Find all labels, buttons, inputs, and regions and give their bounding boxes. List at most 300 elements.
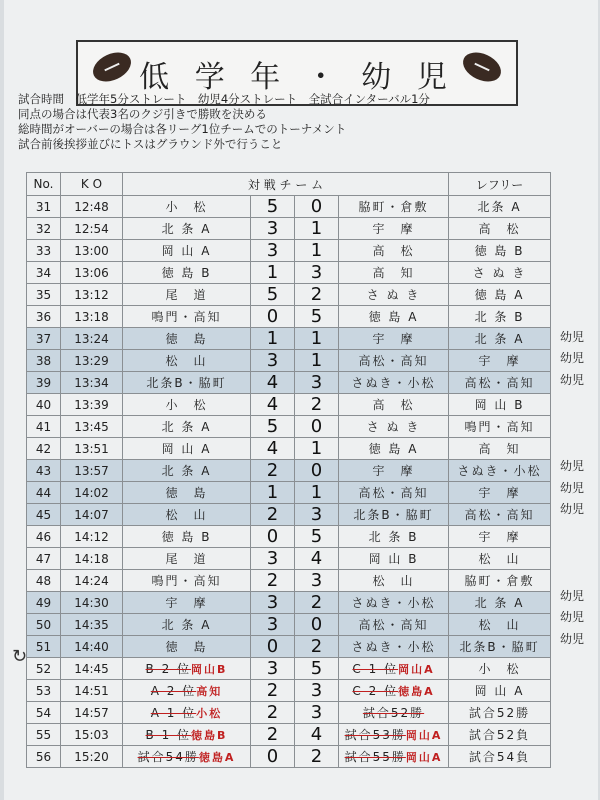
match-number [27, 372, 61, 394]
team2-text: 高松・高知 [358, 618, 429, 632]
table-row [27, 372, 551, 394]
score2-text: 0 [310, 416, 323, 437]
score2-text: 2 [310, 284, 323, 305]
match-number [27, 614, 61, 636]
score1-text: 4 [266, 438, 279, 459]
division-tag: 幼児 [560, 588, 585, 603]
score1 [251, 438, 295, 460]
table-row [27, 548, 551, 570]
referee [449, 196, 551, 218]
team2-text: 脇町・倉敷 [358, 200, 429, 214]
table-row [27, 592, 551, 614]
kickoff-time [61, 372, 123, 394]
match-number [27, 636, 61, 658]
score1 [251, 262, 295, 284]
score1 [251, 482, 295, 504]
table-row [27, 680, 551, 702]
referee [449, 218, 551, 240]
header-ko: K O [61, 173, 123, 196]
schedule-table [26, 172, 551, 768]
handwritten-team: 岡山A [398, 663, 435, 676]
referee [449, 680, 551, 702]
match-number [27, 240, 61, 262]
referee-text: 高松・高知 [464, 376, 535, 390]
team2-text: 試合55勝 [344, 750, 406, 764]
kickoff-time [61, 526, 123, 548]
team2 [339, 504, 449, 526]
score1-text: 3 [266, 218, 279, 239]
referee [449, 372, 551, 394]
handwritten-team: 徳島A [398, 685, 435, 698]
table-row [27, 702, 551, 724]
score2-text: 2 [310, 394, 323, 415]
score2 [295, 636, 339, 658]
score1-text: 4 [266, 372, 279, 393]
referee [449, 504, 551, 526]
team1 [123, 680, 251, 702]
referee [449, 350, 551, 372]
team1-text: 鳴門・高知 [151, 574, 222, 588]
match-number-text: 38 [35, 353, 52, 368]
match-number-text: 54 [35, 705, 52, 720]
score2-text: 1 [310, 438, 323, 459]
score2-text: 0 [310, 614, 323, 635]
team1-text: 尾 道 [165, 288, 208, 302]
table-row [27, 746, 551, 768]
team1-text: 徳 島 B [161, 266, 212, 280]
referee [449, 614, 551, 636]
team1 [123, 262, 251, 284]
score1 [251, 306, 295, 328]
score2 [295, 306, 339, 328]
table-row [27, 416, 551, 438]
team2 [339, 702, 449, 724]
match-number-text: 45 [35, 507, 52, 522]
match-number-text: 32 [35, 221, 52, 236]
kickoff-time [61, 504, 123, 526]
referee [449, 724, 551, 746]
kickoff-time [61, 680, 123, 702]
score2-text: 5 [310, 306, 323, 327]
kickoff-time [61, 658, 123, 680]
team1-text: 徳 島 [165, 332, 208, 346]
division-tag: 幼児 [560, 329, 585, 344]
referee-text: 北 条 B [474, 310, 525, 324]
team1-text: 尾 道 [165, 552, 208, 566]
match-number-text: 42 [35, 441, 52, 456]
kickoff-time [61, 284, 123, 306]
score1 [251, 460, 295, 482]
score1-text: 3 [266, 240, 279, 261]
schedule-sheet [4, 0, 598, 800]
kickoff-time [61, 636, 123, 658]
table-row [27, 614, 551, 636]
table-row [27, 350, 551, 372]
team1-text: 徳 島 [165, 640, 208, 654]
team2-text: 北条B・脇町 [353, 508, 434, 522]
score2-text: 2 [310, 592, 323, 613]
team1-text: A 2 位 [150, 684, 197, 698]
handwritten-team: 高知 [196, 685, 223, 698]
team1-text: 鳴門・高知 [151, 310, 222, 324]
team2-text: さぬき・小松 [351, 640, 436, 654]
kickoff-time-text: 14:40 [74, 639, 109, 654]
score1-text: 5 [266, 196, 279, 217]
referee [449, 526, 551, 548]
team1-text: 徳 島 B [161, 530, 212, 544]
score2-text: 2 [310, 746, 323, 767]
team2 [339, 636, 449, 658]
team2-text: 宇 摩 [372, 464, 415, 478]
table-row [27, 636, 551, 658]
note-line: 総時間がオーバーの場合は各リーグ1位チームでのトーナメント [18, 122, 347, 136]
team2 [339, 240, 449, 262]
referee [449, 482, 551, 504]
table-row [27, 284, 551, 306]
match-number-text: 56 [35, 749, 52, 764]
team2 [339, 570, 449, 592]
team1-text: 松 山 [165, 354, 208, 368]
kickoff-time-text: 13:45 [74, 419, 109, 434]
team1 [123, 350, 251, 372]
match-number [27, 196, 61, 218]
team2-text: 試合53勝 [344, 728, 406, 742]
team2 [339, 438, 449, 460]
match-number-text: 51 [35, 639, 52, 654]
match-number [27, 592, 61, 614]
score2 [295, 702, 339, 724]
referee-text: さ ぬ き [472, 266, 527, 280]
kickoff-time-text: 13:51 [74, 441, 109, 456]
page-title: 低 学 年 ・ 幼 児 [139, 60, 455, 95]
team1 [123, 306, 251, 328]
team2 [339, 372, 449, 394]
match-number-text: 37 [35, 331, 52, 346]
score2-text: 2 [310, 636, 323, 657]
score2 [295, 460, 339, 482]
football-icon [458, 47, 505, 87]
score1 [251, 284, 295, 306]
kickoff-time [61, 460, 123, 482]
team2 [339, 746, 449, 768]
score2 [295, 746, 339, 768]
score1 [251, 746, 295, 768]
team2-text: さ ぬ き [366, 420, 421, 434]
team2-text: 高 松 [372, 398, 415, 412]
division-tag: 幼児 [560, 372, 585, 387]
kickoff-time [61, 328, 123, 350]
referee [449, 240, 551, 262]
referee-text: 試合54負 [468, 750, 531, 764]
handwritten-team: 岡山A [405, 751, 443, 764]
team2-text: C 1 位 [352, 662, 399, 676]
team2-text: 宇 摩 [372, 222, 415, 236]
score1-text: 0 [266, 636, 279, 657]
kickoff-time-text: 13:39 [74, 397, 109, 412]
referee-text: 北条 A [477, 200, 522, 214]
score1 [251, 504, 295, 526]
kickoff-time [61, 570, 123, 592]
match-number-text: 31 [35, 199, 52, 214]
team1-text: 小 松 [165, 200, 208, 214]
match-number-text: 40 [35, 397, 52, 412]
score2-text: 5 [310, 526, 323, 547]
score1-text: 1 [266, 482, 279, 503]
kickoff-time [61, 394, 123, 416]
kickoff-time-text: 13:12 [74, 287, 109, 302]
kickoff-time [61, 746, 123, 768]
match-number-text: 53 [35, 683, 52, 698]
team1 [123, 394, 251, 416]
match-number-text: 36 [35, 309, 52, 324]
kickoff-time-text: 13:00 [74, 243, 109, 258]
handwritten-team: 徳島B [191, 729, 228, 742]
team1 [123, 196, 251, 218]
match-number [27, 306, 61, 328]
division-tag: 幼児 [560, 610, 585, 625]
match-number [27, 262, 61, 284]
kickoff-time-text: 14:18 [74, 551, 109, 566]
team1 [123, 482, 251, 504]
score1 [251, 372, 295, 394]
kickoff-time-text: 12:48 [74, 199, 109, 214]
team1 [123, 438, 251, 460]
match-number [27, 460, 61, 482]
kickoff-time [61, 592, 123, 614]
kickoff-time [61, 240, 123, 262]
kickoff-time-text: 12:54 [74, 221, 109, 236]
kickoff-time-text: 13:57 [74, 463, 109, 478]
team1-text: 小 松 [165, 398, 208, 412]
score2-text: 3 [310, 262, 323, 283]
match-number-text: 46 [35, 529, 52, 544]
kickoff-time-text: 14:12 [74, 529, 109, 544]
kickoff-time-text: 14:57 [74, 705, 109, 720]
match-number-text: 55 [35, 727, 52, 742]
table-row [27, 218, 551, 240]
team1-text: 北 条 A [161, 464, 212, 478]
score2 [295, 548, 339, 570]
referee-text: 宇 摩 [478, 486, 521, 500]
referee [449, 328, 551, 350]
match-number [27, 746, 61, 768]
referee-text: 徳 島 B [474, 244, 525, 258]
division-tag: 幼児 [560, 502, 585, 517]
kickoff-time-text: 14:35 [74, 617, 109, 632]
handwritten-team: 岡山A [405, 729, 443, 742]
team1 [123, 746, 251, 768]
score2 [295, 196, 339, 218]
score1-text: 1 [266, 328, 279, 349]
team2 [339, 592, 449, 614]
match-number-text: 47 [35, 551, 52, 566]
match-number [27, 504, 61, 526]
referee-text: 徳 島 A [474, 288, 525, 302]
kickoff-time-text: 14:07 [74, 507, 109, 522]
referee-text: 松 山 [478, 552, 521, 566]
match-number [27, 218, 61, 240]
team1-text: 松 山 [165, 508, 208, 522]
team1-text: A 1 位 [150, 706, 197, 720]
score1-text: 5 [266, 416, 279, 437]
table-header [27, 173, 551, 196]
team2-text: 試合52勝 [362, 706, 425, 720]
team2 [339, 262, 449, 284]
score2 [295, 372, 339, 394]
table-row [27, 240, 551, 262]
referee [449, 636, 551, 658]
score1 [251, 328, 295, 350]
score2 [295, 240, 339, 262]
score1-text: 4 [266, 394, 279, 415]
score2-text: 5 [310, 658, 323, 679]
team1 [123, 460, 251, 482]
kickoff-time [61, 482, 123, 504]
kickoff-time-text: 13:18 [74, 309, 109, 324]
kickoff-time [61, 306, 123, 328]
team2 [339, 306, 449, 328]
kickoff-time-text: 13:24 [74, 331, 109, 346]
referee-text: 小 松 [478, 662, 521, 676]
referee [449, 438, 551, 460]
referee-text: 松 山 [478, 618, 521, 632]
referee-text: 試合52勝 [468, 706, 531, 720]
score2-text: 1 [310, 240, 323, 261]
table-row [27, 328, 551, 350]
team1 [123, 526, 251, 548]
referee-text: 高松・高知 [464, 508, 535, 522]
team1 [123, 328, 251, 350]
score2-text: 1 [310, 218, 323, 239]
handwritten-team: 徳島A [198, 751, 236, 764]
handwritten-team: 小松 [196, 707, 223, 720]
score2-text: 3 [310, 372, 323, 393]
kickoff-time-text: 15:20 [74, 749, 109, 764]
kickoff-time [61, 614, 123, 636]
referee-text: 鳴門・高知 [464, 420, 535, 434]
match-number [27, 328, 61, 350]
score1-text: 0 [266, 306, 279, 327]
kickoff-time-text: 14:02 [74, 485, 109, 500]
team2-text: 高松・高知 [358, 486, 429, 500]
match-number [27, 680, 61, 702]
score2-text: 1 [310, 350, 323, 371]
score1 [251, 570, 295, 592]
note-line: 同点の場合は代表3名のクジ引きで勝敗を決める [18, 107, 267, 121]
score1 [251, 416, 295, 438]
table-row [27, 460, 551, 482]
table-row [27, 394, 551, 416]
score2-text: 3 [310, 680, 323, 701]
kickoff-time [61, 702, 123, 724]
score2 [295, 592, 339, 614]
team2 [339, 350, 449, 372]
kickoff-time [61, 548, 123, 570]
kickoff-time [61, 262, 123, 284]
team2 [339, 680, 449, 702]
referee-text: 岡 山 B [474, 398, 525, 412]
division-tag: 幼児 [560, 459, 585, 474]
score2 [295, 526, 339, 548]
team2 [339, 548, 449, 570]
score2 [295, 724, 339, 746]
team1-text: B 2 位 [145, 662, 192, 676]
team2 [339, 218, 449, 240]
kickoff-time [61, 724, 123, 746]
score2-text: 4 [310, 724, 323, 745]
match-number [27, 394, 61, 416]
score2 [295, 394, 339, 416]
referee [449, 658, 551, 680]
score2 [295, 438, 339, 460]
score2-text: 3 [310, 570, 323, 591]
team2 [339, 526, 449, 548]
referee [449, 746, 551, 768]
kickoff-time-text: 13:29 [74, 353, 109, 368]
match-number-text: 44 [35, 485, 52, 500]
kickoff-time-text: 14:51 [74, 683, 109, 698]
note-line: 試合時間 低学年5分ストレート 幼児4分ストレート 全試合インターバル1分 [18, 92, 430, 106]
referee [449, 702, 551, 724]
match-number-text: 35 [35, 287, 52, 302]
match-number-text: 50 [35, 617, 52, 632]
score2 [295, 482, 339, 504]
kickoff-time-text: 15:03 [74, 727, 109, 742]
score1-text: 2 [266, 724, 279, 745]
score1 [251, 702, 295, 724]
referee [449, 306, 551, 328]
team2-text: 徳 島 A [368, 442, 419, 456]
team2 [339, 416, 449, 438]
loop-arrow-icon: ↻ [12, 646, 28, 667]
score1 [251, 592, 295, 614]
score1-text: 5 [266, 284, 279, 305]
match-number [27, 570, 61, 592]
referee-text: 北 条 A [474, 332, 525, 346]
table-row [27, 526, 551, 548]
team1 [123, 724, 251, 746]
team1 [123, 570, 251, 592]
team1-text: 北 条 A [161, 618, 212, 632]
team1 [123, 592, 251, 614]
football-icon [88, 47, 135, 87]
referee-text: 高 松 [478, 222, 521, 236]
score2-text: 0 [310, 460, 323, 481]
team2-text: 北 条 B [368, 530, 419, 544]
team1-text: 岡 山 A [161, 442, 212, 456]
team2-text: 松 山 [372, 574, 415, 588]
match-number [27, 548, 61, 570]
referee-text: 宇 摩 [478, 530, 521, 544]
division-tag: 幼児 [560, 351, 585, 366]
score2 [295, 570, 339, 592]
score1-text: 3 [266, 548, 279, 569]
table-row [27, 306, 551, 328]
team1 [123, 614, 251, 636]
referee [449, 262, 551, 284]
score1-text: 2 [266, 680, 279, 701]
team2-text: さぬき・小松 [351, 376, 436, 390]
team1-text: 北 条 A [161, 222, 212, 236]
team1 [123, 284, 251, 306]
note-line: 試合前後挨拶並びにトスはグラウンド外で行うこと [18, 137, 283, 151]
score2 [295, 350, 339, 372]
header-referee: レフリー [449, 173, 551, 196]
match-number-text: 48 [35, 573, 52, 588]
score2-text: 1 [310, 328, 323, 349]
team2 [339, 482, 449, 504]
match-number [27, 438, 61, 460]
